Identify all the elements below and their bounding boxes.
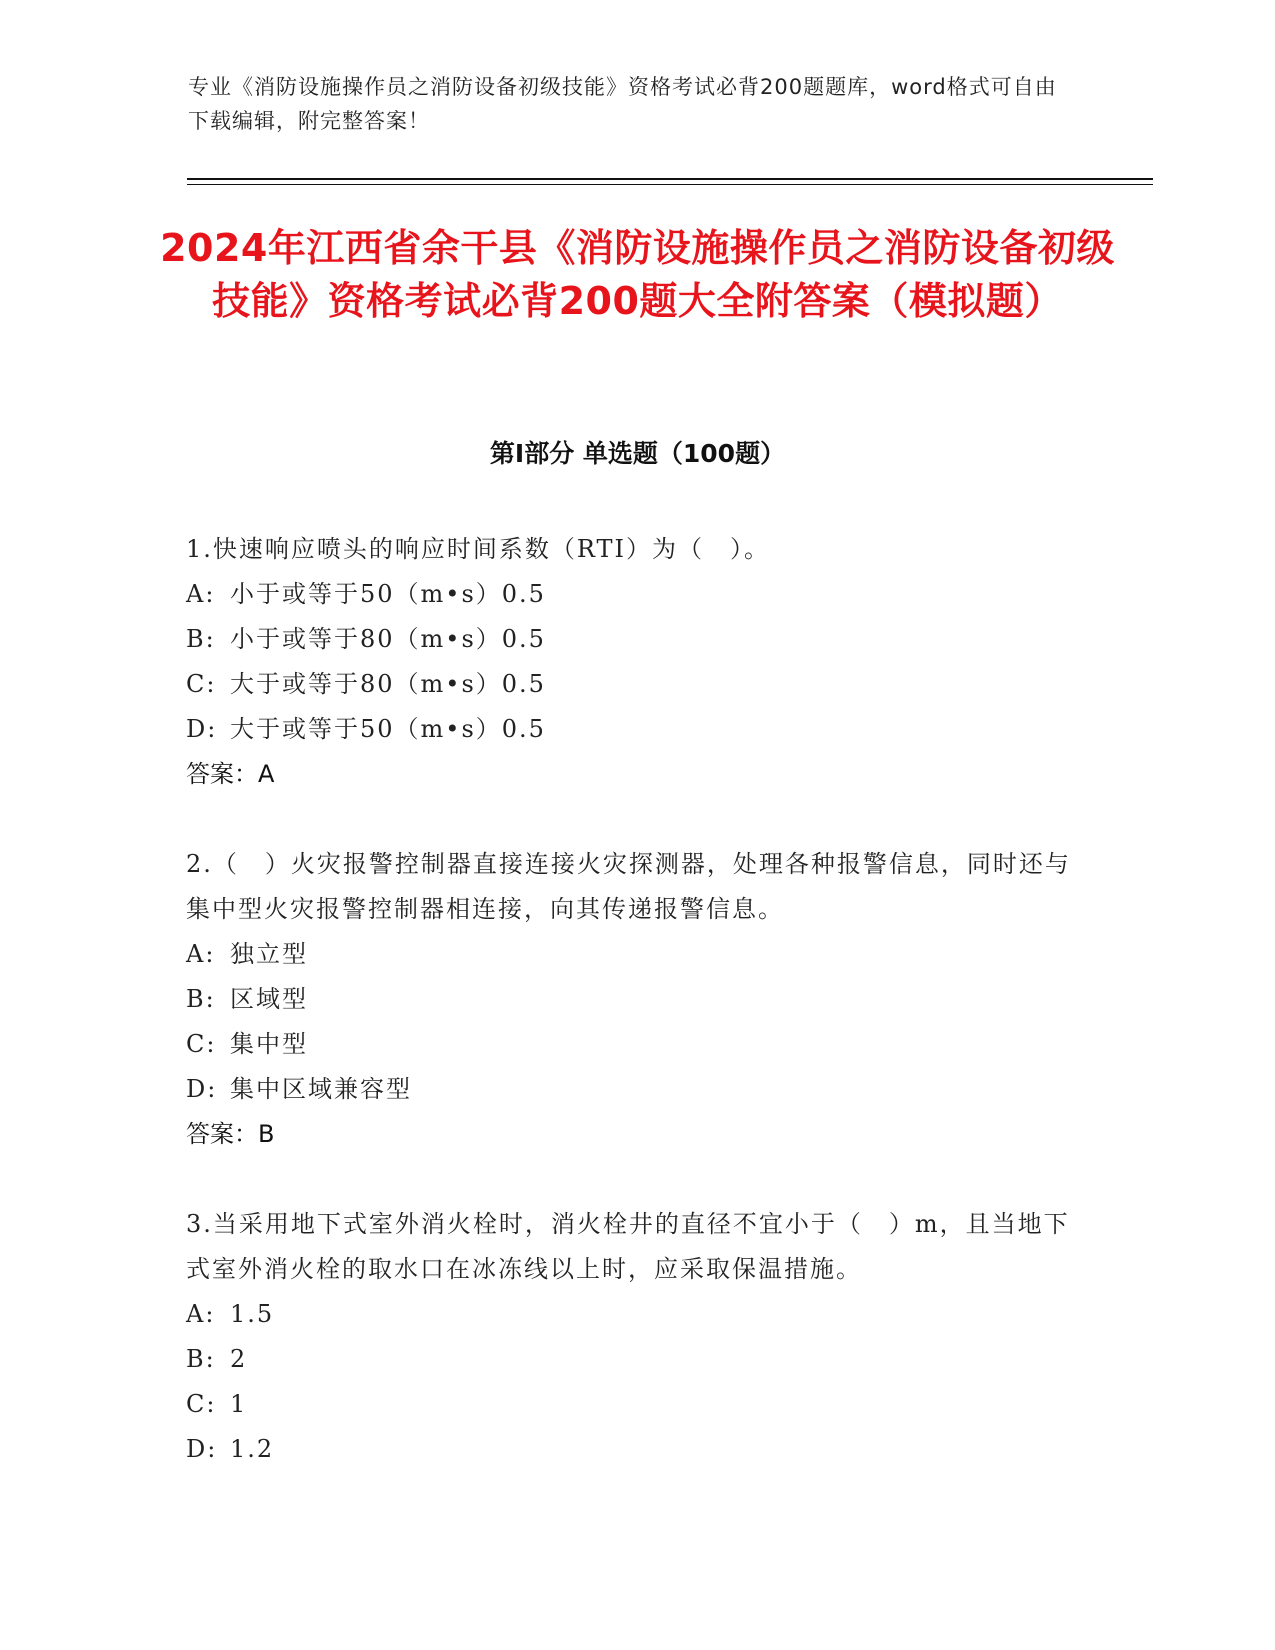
option-text: 小于或等于50（m•s）0.5 [230, 580, 546, 608]
question-3 [186, 1202, 1086, 1472]
question-answer: 答案：B [186, 1120, 275, 1148]
option-d [186, 1067, 1086, 1112]
question-answer: 答案：A [186, 760, 275, 788]
option-text: 1.2 [230, 1435, 275, 1463]
option-key: B: [186, 985, 216, 1013]
question-stem: 2.（ ）火灾报警控制器直接连接火灾探测器，处理各种报警信息，同时还与集中型火灾报警控制器相连接，向其传递报警信息。 [186, 850, 1071, 923]
section-title: 第Ⅰ部分 单选题（100题） [489, 439, 786, 468]
option-key: C: [186, 1030, 217, 1058]
option-text: 集中型 [230, 1030, 308, 1058]
option-key: B: [186, 1345, 216, 1373]
option-key: D: [186, 1435, 218, 1463]
document-title: 2024年江西省余干县《消防设施操作员之消防设备初级技能》资格考试必背200题大全附答案（模拟题） [160, 226, 1115, 323]
option-text: 大于或等于50（m•s）0.5 [230, 715, 546, 743]
option-d [186, 707, 1086, 752]
option-b [186, 617, 1086, 662]
option-key: A: [186, 940, 216, 968]
question-stem: 1.快速响应喷头的响应时间系数（RTI）为（ ）。 [186, 535, 771, 563]
option-key: D: [186, 1075, 218, 1103]
option-text: 小于或等于80（m•s）0.5 [230, 625, 546, 653]
question-1 [186, 527, 1086, 797]
option-text: 集中区域兼容型 [230, 1075, 412, 1103]
option-c [186, 662, 1086, 707]
question-stem: 3.当采用地下式室外消火栓时，消火栓井的直径不宜小于（ ）m，且当地下式室外消火栓的取水口在冰冻线以上时，应采取保温措施。 [186, 1210, 1070, 1283]
option-c [186, 1022, 1086, 1067]
option-key: A: [186, 1300, 216, 1328]
option-key: A: [186, 580, 216, 608]
option-text: 区域型 [230, 985, 308, 1013]
option-c [186, 1382, 1086, 1427]
option-a [186, 1292, 1086, 1337]
option-a [186, 932, 1086, 977]
question-2 [186, 842, 1086, 1157]
option-key: B: [186, 625, 216, 653]
option-b [186, 1337, 1086, 1382]
header-rule-thin [187, 184, 1153, 185]
option-text: 2 [230, 1345, 248, 1373]
option-text: 独立型 [230, 940, 308, 968]
option-text: 1 [230, 1390, 248, 1418]
option-a [186, 572, 1086, 617]
header-rule-thick [187, 178, 1153, 180]
question-list [186, 527, 1086, 1517]
option-text: 1.5 [230, 1300, 275, 1328]
header-note: 专业《消防设施操作员之消防设备初级技能》资格考试必背200题题库，word格式可自由下载编辑，附完整答案！ [188, 75, 1057, 133]
option-key: D: [186, 715, 218, 743]
option-b [186, 977, 1086, 1022]
option-text: 大于或等于80（m•s）0.5 [230, 670, 546, 698]
option-d [186, 1427, 1086, 1472]
option-key: C: [186, 1390, 217, 1418]
option-key: C: [186, 670, 217, 698]
